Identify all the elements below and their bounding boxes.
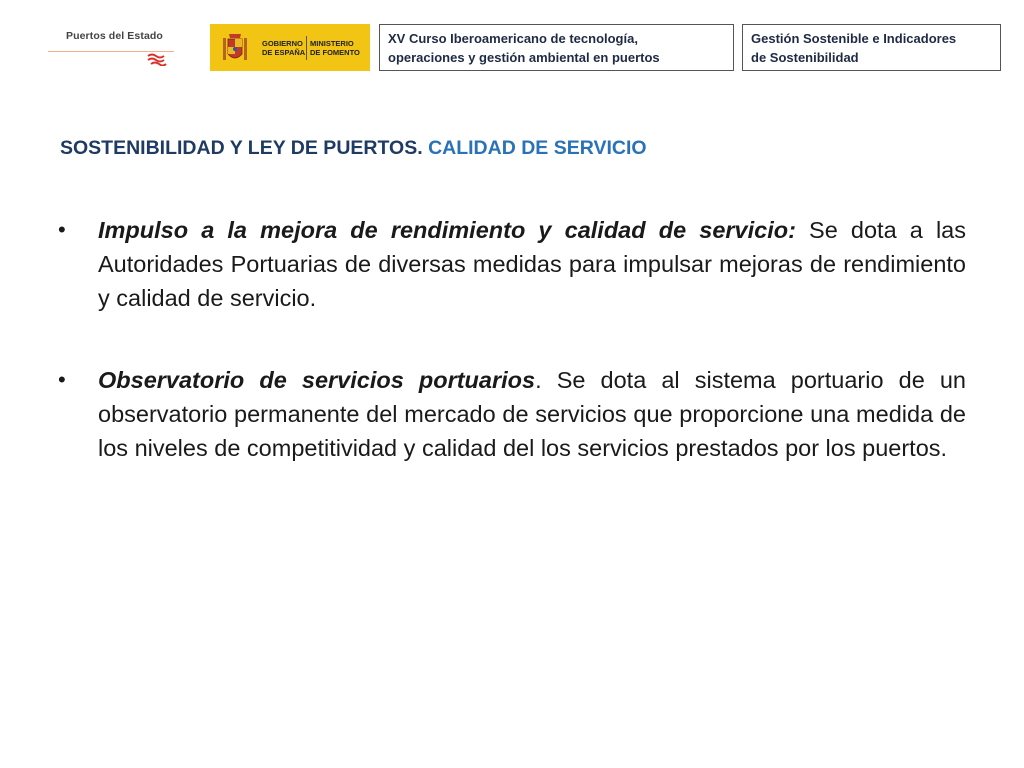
- ministerio-text: [310, 39, 360, 57]
- bullet-dot-icon: •: [58, 367, 66, 392]
- bullet-list: [58, 213, 966, 513]
- ministerio-line-2: DE FOMENTO: [310, 48, 360, 57]
- bullet-lead: Impulso a la mejora de rendimiento y calidad de servicio:: [98, 217, 810, 243]
- slide-title-main: SOSTENIBILIDAD Y LEY DE PUERTOS.: [60, 137, 423, 159]
- puertos-del-estado-logo: [48, 26, 174, 70]
- slide-title: [60, 137, 647, 160]
- topic-title-line-1: Gestión Sostenible e Indicadores: [751, 31, 957, 46]
- bullet-text: . Se dota al sistema portuario de un observatorio permanente del mercado de servicios que proporcione una medida de los niveles de competitividad y calidad del los servicios prestados por los puertos.: [98, 367, 967, 461]
- puertos-logo-text: Puertos del Estado: [66, 30, 163, 42]
- course-title-line-1: XV Curso Iberoamericano de tecnología,: [388, 31, 638, 46]
- spain-coat-of-arms-icon: [220, 30, 250, 66]
- gobierno-line-1: GOBIERNO: [262, 39, 303, 48]
- slide-title-accent: CALIDAD DE SERVICIO: [428, 137, 647, 159]
- course-title-box: [379, 24, 734, 71]
- ministerio-line-1: MINISTERIO: [310, 39, 354, 48]
- bullet-item: [58, 213, 966, 315]
- topic-title-box: [742, 24, 1001, 71]
- gobierno-ministerio-logo: [210, 24, 370, 71]
- bullet-dot-icon: •: [58, 217, 66, 242]
- gobierno-line-2: DE ESPAÑA: [262, 48, 306, 57]
- gobierno-text: [262, 39, 305, 57]
- puertos-wave-icon: [146, 52, 168, 66]
- logo-separator: [306, 36, 307, 60]
- bullet-lead: Observatorio de servicios portuarios: [98, 367, 536, 393]
- bullet-text: Se dota a las Autoridades Portuarias de diversas medidas para impulsar mejoras de rendimiento y calidad de servicio.: [98, 217, 966, 311]
- course-title-line-2: operaciones y gestión ambiental en puertos: [388, 50, 660, 65]
- topic-title-line-2: de Sostenibilidad: [751, 50, 859, 65]
- bullet-item: [58, 363, 966, 465]
